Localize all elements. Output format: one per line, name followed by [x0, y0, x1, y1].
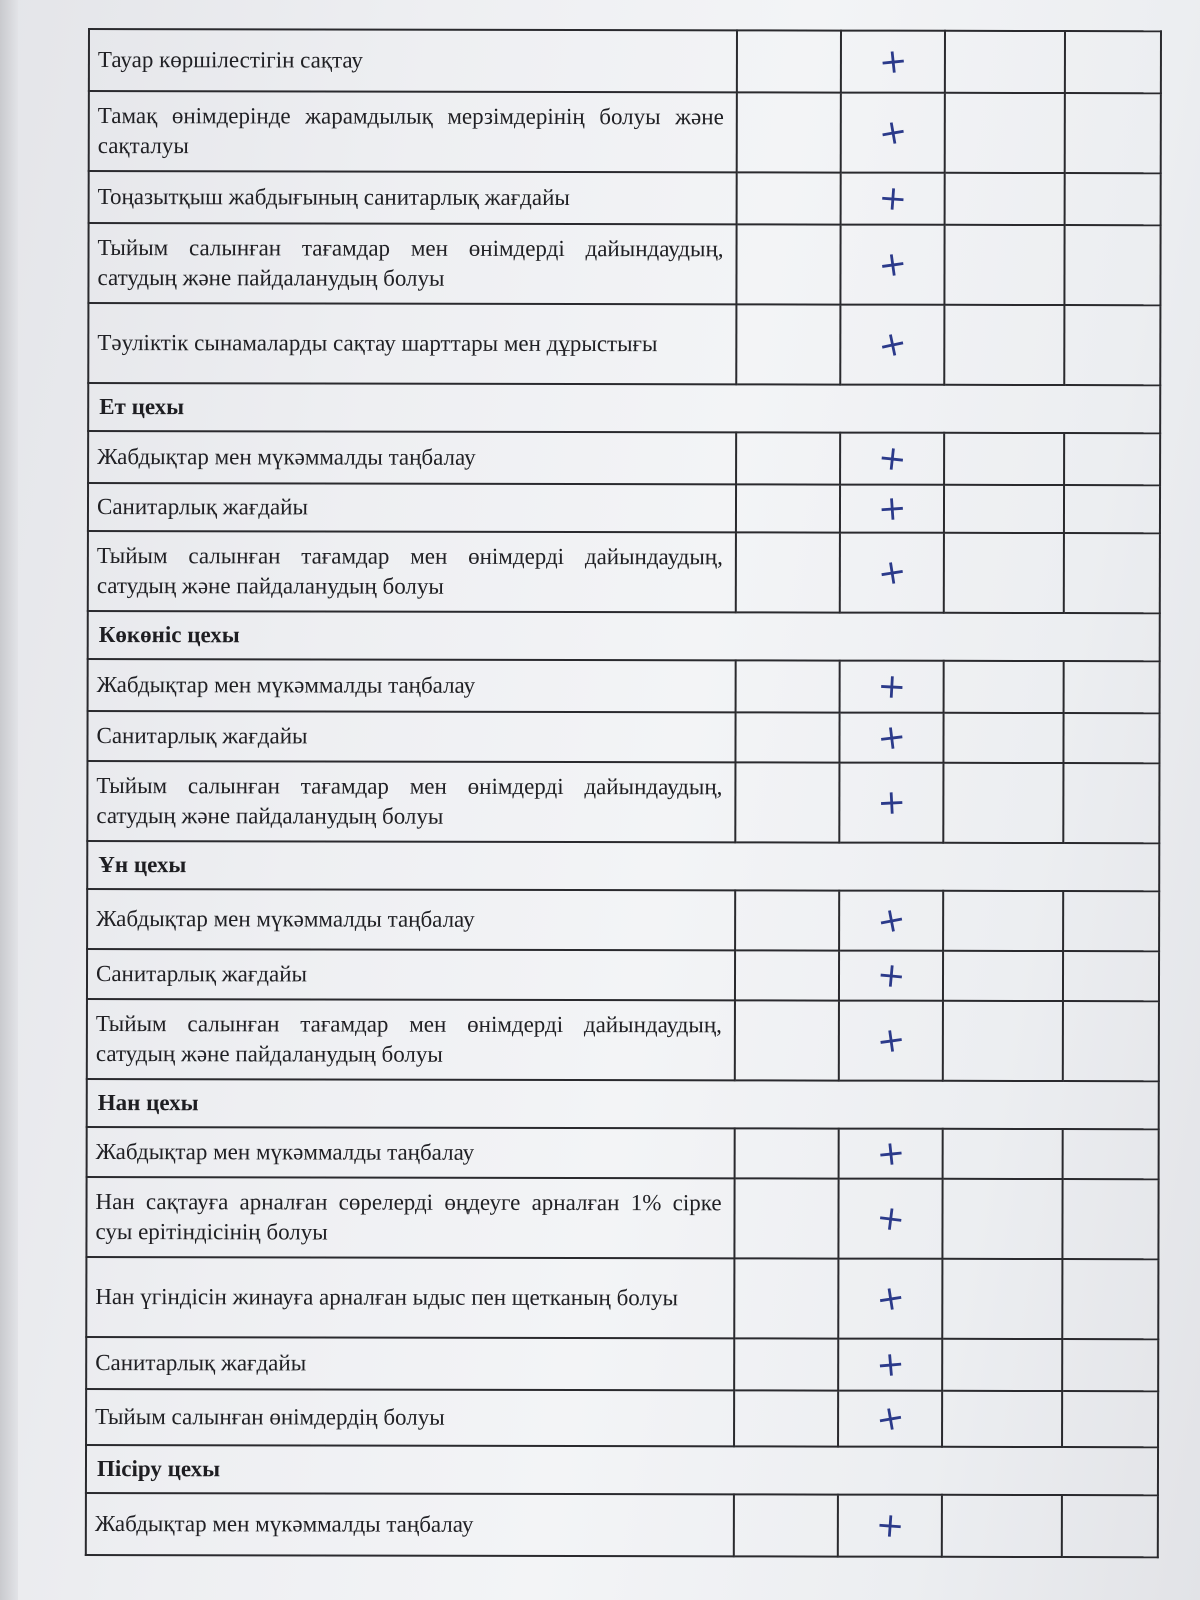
checklist-row	[89, 171, 1161, 225]
section-row	[88, 611, 1160, 661]
yes-mark-cell	[839, 1001, 943, 1081]
yes-mark-cell	[840, 433, 944, 485]
yes-mark-cell	[840, 661, 944, 713]
criterion-label: Санитарлық жағдайы	[86, 1337, 734, 1390]
blank-cell	[736, 432, 840, 484]
criterion-label: Жабдықтар мен мүкәммалды таңбалау	[88, 431, 736, 484]
handwritten-plus-mark: +	[875, 242, 910, 287]
handwritten-plus-mark: +	[874, 1018, 908, 1063]
handwritten-plus-mark: +	[874, 550, 910, 595]
blank-cell	[1063, 713, 1159, 763]
blank-cell	[944, 225, 1064, 305]
blank-cell	[944, 433, 1064, 485]
handwritten-plus-mark: +	[874, 322, 911, 368]
criterion-label: Тәуліктік сынамаларды сақтау шарттары мен дұрыстығы	[88, 303, 736, 384]
checklist-row	[88, 223, 1160, 305]
criterion-label: Тыйым салынған тағамдар мен өнімдерді дайындаудың, сатудың және пайдаланудың болуы	[87, 761, 735, 842]
criterion-label: Жабдықтар мен мүкәммалды таңбалау	[86, 1493, 734, 1556]
blank-cell	[735, 712, 839, 762]
blank-cell	[1065, 31, 1161, 93]
handwritten-plus-mark: +	[875, 110, 911, 155]
blank-cell	[734, 1338, 838, 1390]
yes-mark-cell	[839, 891, 943, 951]
section-title: Көкөніс цехы	[88, 611, 1160, 661]
handwritten-plus-mark: +	[875, 954, 907, 997]
blank-cell	[1063, 891, 1159, 951]
blank-cell	[735, 1000, 839, 1080]
blank-cell	[1062, 1391, 1158, 1447]
blank-cell	[942, 1339, 1062, 1391]
criterion-label: Тыйым салынған тағамдар мен өнімдерді дайындаудың, сатудың және пайдаланудың болуы	[88, 531, 736, 612]
criterion-label: Тамақ өнімдерінде жарамдылық мерзімдерінің болуы және сақталуы	[89, 91, 737, 172]
yes-mark-cell	[841, 93, 945, 173]
yes-mark-cell	[840, 305, 944, 385]
blank-cell	[943, 951, 1063, 1001]
blank-cell	[944, 661, 1064, 713]
blank-cell	[945, 93, 1065, 173]
blank-cell	[736, 484, 840, 532]
yes-mark-cell	[841, 173, 945, 225]
criterion-label: Тыйым салынған өнімдердің болуы	[86, 1389, 734, 1446]
checklist-row	[86, 1389, 1158, 1447]
page-edge-shadow	[0, 0, 18, 1600]
blank-cell	[944, 485, 1064, 533]
checklist-row	[88, 303, 1160, 385]
blank-cell	[1062, 1259, 1158, 1339]
blank-cell	[1063, 1001, 1159, 1081]
criterion-label: Нан сақтауға арналған сөрелерді өңдеуге арналған 1% сірке суы ерітіндісінің болуы	[86, 1177, 734, 1258]
checklist-row	[86, 1257, 1158, 1339]
checklist-row	[89, 91, 1161, 173]
criterion-label: Тыйым салынған тағамдар мен өнімдерді дайындаудың, сатудың және пайдаланудың болуы	[88, 223, 736, 304]
criterion-label: Санитарлық жағдайы	[87, 949, 735, 1000]
criterion-label: Нан үгіндісін жинауға арналған ыдыс пен щетканың болуы	[86, 1257, 734, 1338]
blank-cell	[1064, 661, 1160, 713]
checklist-row	[86, 1177, 1158, 1259]
checklist-row	[86, 1337, 1158, 1391]
section-row	[87, 841, 1159, 891]
criterion-label: Санитарлық жағдайы	[87, 711, 735, 762]
blank-cell	[737, 92, 841, 172]
section-row	[88, 383, 1160, 433]
handwritten-plus-mark: +	[875, 437, 909, 481]
blank-cell	[737, 30, 841, 92]
handwritten-plus-mark: +	[876, 177, 909, 220]
section-title: Ет цехы	[88, 383, 1160, 433]
blank-cell	[944, 305, 1064, 385]
blank-cell	[943, 1129, 1063, 1179]
blank-cell	[943, 1001, 1063, 1081]
handwritten-plus-mark: +	[874, 1504, 906, 1547]
checklist-row	[87, 999, 1159, 1081]
blank-cell	[736, 532, 840, 612]
blank-cell	[735, 950, 839, 1000]
section-row	[86, 1445, 1158, 1495]
yes-mark-cell	[838, 1339, 942, 1391]
handwritten-plus-mark: +	[872, 1396, 908, 1441]
handwritten-plus-mark: +	[873, 1197, 908, 1241]
handwritten-plus-mark: +	[874, 1132, 907, 1176]
yes-mark-cell	[839, 951, 943, 1001]
blank-cell	[1062, 1339, 1158, 1391]
checklist-body	[86, 29, 1161, 1557]
blank-cell	[943, 713, 1063, 763]
blank-cell	[1064, 485, 1160, 533]
yes-mark-cell	[839, 1129, 943, 1179]
handwritten-plus-mark: +	[873, 1276, 908, 1321]
blank-cell	[943, 763, 1063, 843]
handwritten-plus-mark: +	[876, 487, 908, 530]
criterion-label: Санитарлық жағдайы	[88, 483, 736, 532]
yes-mark-cell	[838, 1495, 942, 1557]
yes-mark-cell	[840, 225, 944, 305]
blank-cell	[942, 1179, 1062, 1259]
inspection-checklist-table	[85, 28, 1162, 1558]
yes-mark-cell	[841, 31, 945, 93]
blank-cell	[942, 1391, 1062, 1447]
blank-cell	[1062, 1495, 1158, 1557]
blank-cell	[1065, 93, 1161, 173]
blank-cell	[943, 891, 1063, 951]
yes-mark-cell	[838, 1391, 942, 1447]
blank-cell	[737, 172, 841, 224]
yes-mark-cell	[838, 1259, 942, 1339]
section-title: Пісіру цехы	[86, 1445, 1158, 1495]
blank-cell	[942, 1495, 1062, 1557]
blank-cell	[736, 224, 840, 304]
checklist-row	[87, 949, 1159, 1001]
blank-cell	[734, 1494, 838, 1556]
yes-mark-cell	[840, 485, 944, 533]
checklist-row	[87, 711, 1159, 763]
blank-cell	[734, 1178, 838, 1258]
blank-cell	[1063, 1129, 1159, 1179]
blank-cell	[1064, 433, 1160, 485]
yes-mark-cell	[839, 763, 943, 843]
checklist-row	[88, 483, 1160, 533]
blank-cell	[734, 1258, 838, 1338]
handwritten-plus-mark: +	[874, 1343, 907, 1386]
criterion-label: Жабдықтар мен мүкәммалды таңбалау	[88, 659, 736, 712]
handwritten-plus-mark: +	[873, 898, 909, 944]
yes-mark-cell	[838, 1179, 942, 1259]
yes-mark-cell	[839, 713, 943, 763]
blank-cell	[945, 173, 1065, 225]
checklist-row	[89, 29, 1161, 93]
blank-cell	[1063, 763, 1159, 843]
blank-cell	[734, 1390, 838, 1446]
blank-cell	[1063, 951, 1159, 1001]
checklist-row	[88, 531, 1160, 613]
criterion-label: Жабдықтар мен мүкәммалды таңбалау	[87, 889, 735, 950]
checklist-row	[88, 431, 1160, 485]
yes-mark-cell	[840, 533, 944, 613]
blank-cell	[942, 1259, 1062, 1339]
section-row	[87, 1079, 1159, 1129]
handwritten-plus-mark: +	[876, 665, 907, 708]
blank-cell	[735, 762, 839, 842]
blank-cell	[736, 304, 840, 384]
blank-cell	[945, 31, 1065, 93]
criterion-label: Тоңазытқыш жабдығының санитарлық жағдайы	[89, 171, 737, 224]
blank-cell	[944, 533, 1064, 613]
section-title: Нан цехы	[87, 1079, 1159, 1129]
blank-cell	[736, 660, 840, 712]
checklist-row	[87, 1127, 1159, 1179]
section-title: Ұн цехы	[87, 841, 1159, 891]
checklist-row	[86, 1493, 1158, 1557]
blank-cell	[1062, 1179, 1158, 1259]
blank-cell	[1064, 225, 1160, 305]
handwritten-plus-mark: +	[874, 716, 909, 760]
checklist-row	[87, 889, 1159, 951]
handwritten-plus-mark: +	[876, 781, 907, 824]
criterion-label: Тыйым салынған тағамдар мен өнімдерді дайындаудың, сатудың және пайдаланудың болуы	[87, 999, 735, 1080]
criterion-label: Тауар көршілестігін сақтау	[89, 29, 737, 92]
blank-cell	[735, 890, 839, 950]
blank-cell	[1064, 533, 1160, 613]
handwritten-plus-mark: +	[876, 40, 910, 84]
blank-cell	[1065, 173, 1161, 225]
blank-cell	[1064, 305, 1160, 385]
checklist-row	[88, 659, 1160, 713]
criterion-label: Жабдықтар мен мүкәммалды таңбалау	[87, 1127, 735, 1178]
checklist-row	[87, 761, 1159, 843]
blank-cell	[735, 1128, 839, 1178]
